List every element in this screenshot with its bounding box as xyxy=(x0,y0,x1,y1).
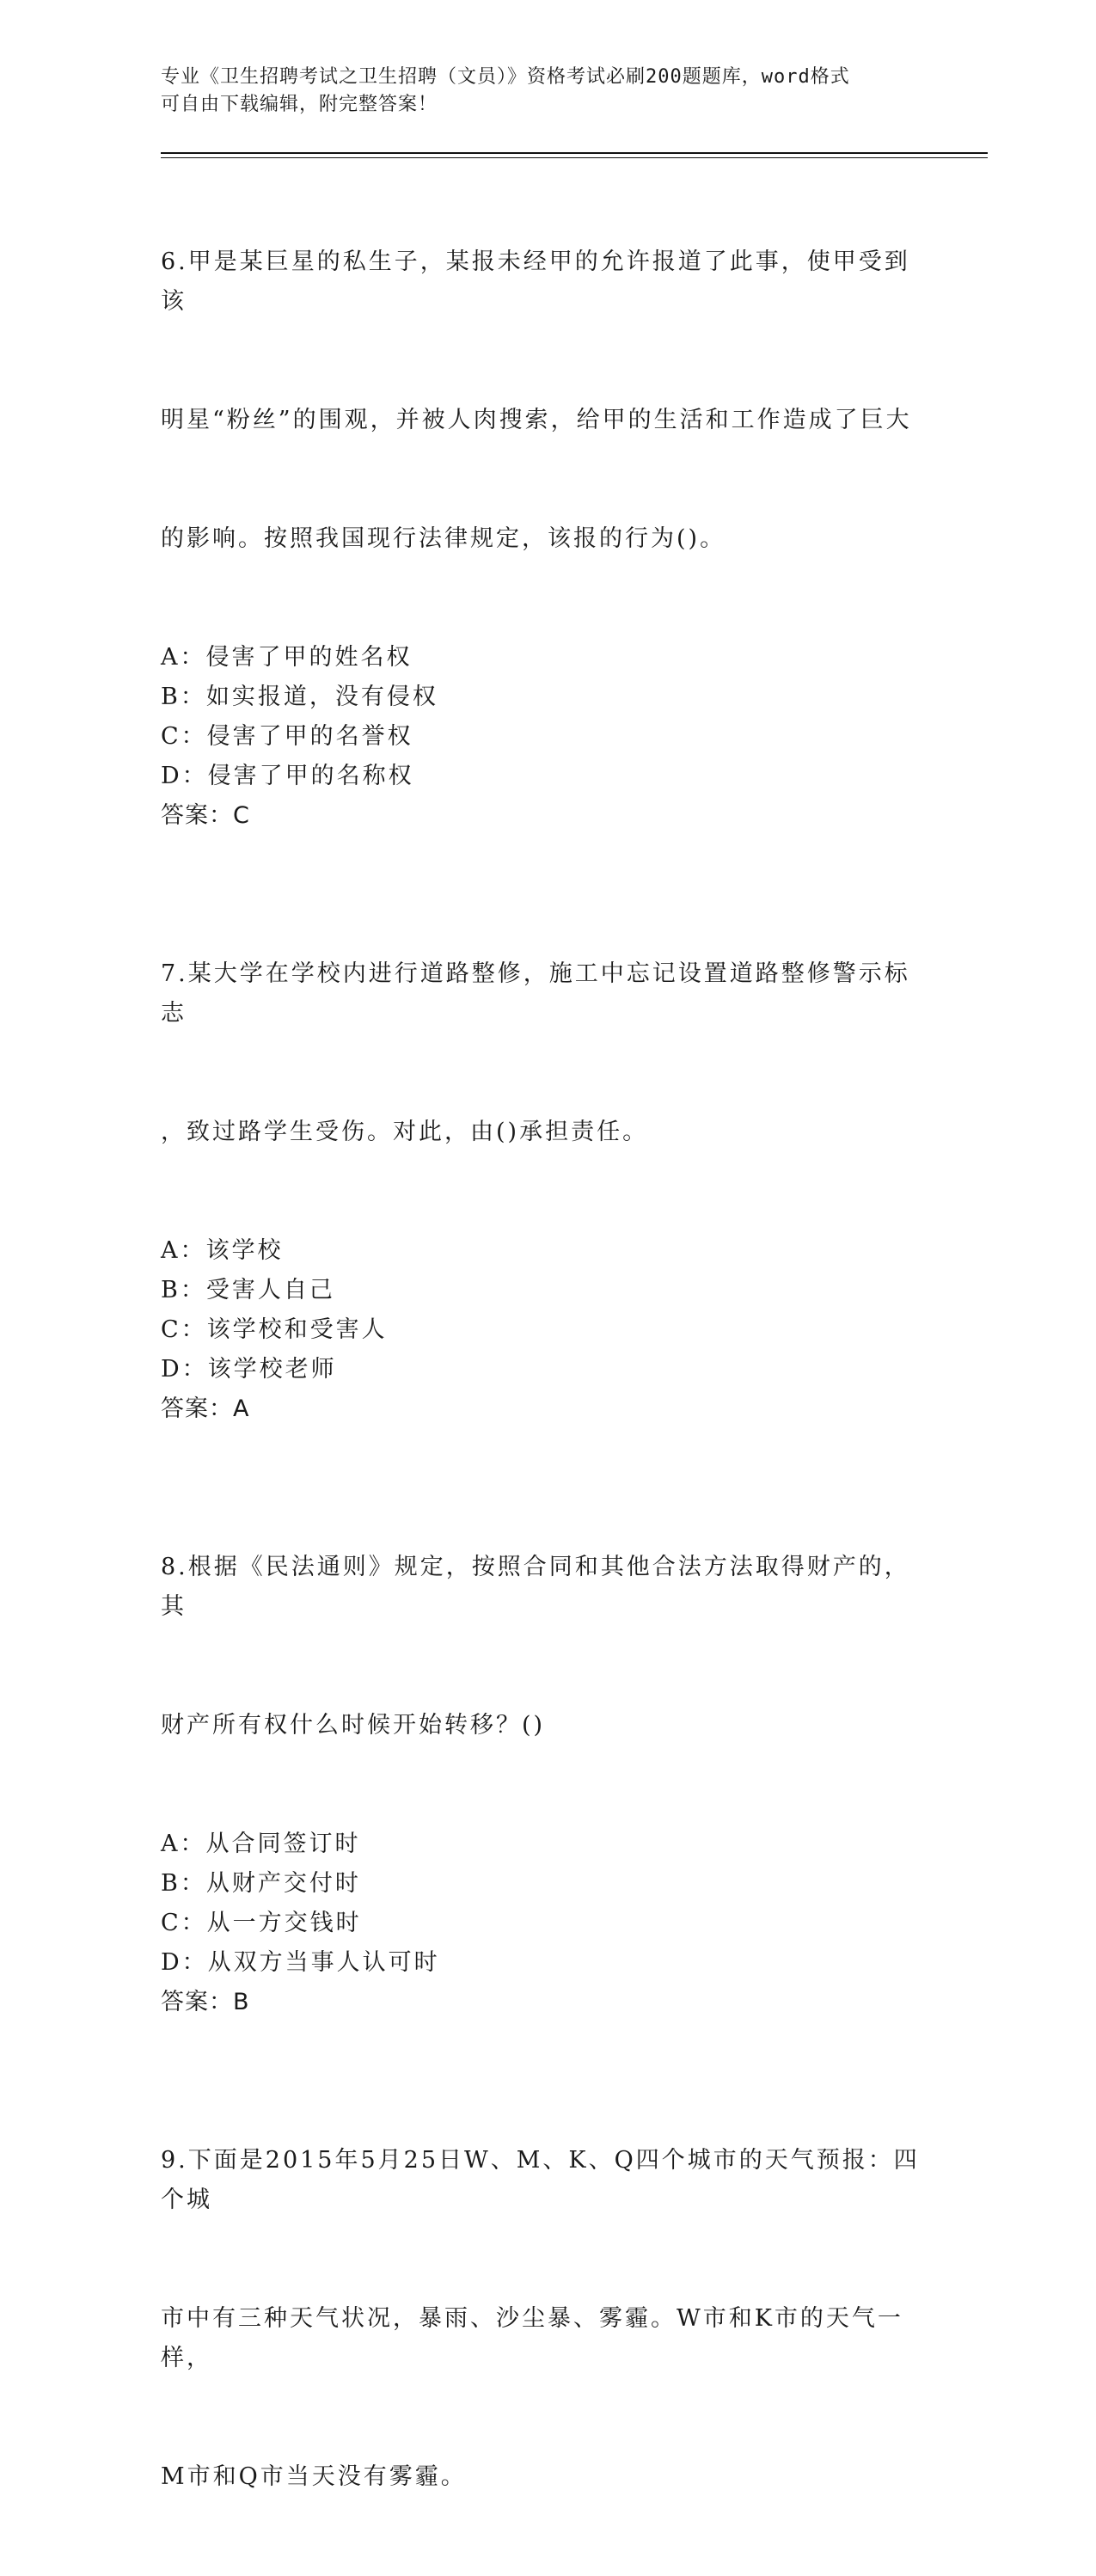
question-line: 明星“粉丝”的围观，并被人肉搜索，给甲的生活和工作造成了巨大 xyxy=(161,407,912,433)
header-divider-thick xyxy=(161,152,988,154)
question-line: M市和Q市当天没有雾霾。 xyxy=(161,2463,467,2490)
question-spacer xyxy=(161,836,934,875)
question-line: 9.下面是2015年5月25日W、M、K、Q四个城市的天气预报：四个城 xyxy=(161,2147,920,2213)
option-a: A：该学校 xyxy=(161,1237,284,1264)
question-7 xyxy=(161,875,934,1429)
option-d: D：侵害了甲的名称权 xyxy=(161,763,414,789)
option-a: A：从合同签订时 xyxy=(161,1831,361,1857)
option-c: C：该学校和受害人 xyxy=(161,1316,388,1343)
question-line: 财产所有权什么时候开始转移？() xyxy=(161,1712,546,1739)
option-c: C：侵害了甲的名誉权 xyxy=(161,723,413,750)
question-spacer xyxy=(161,2022,934,2062)
header-line-1: 专业《卫生招聘考试之卫生招聘（文员）》资格考试必刷200题题库，word格式 xyxy=(161,66,850,88)
question-text xyxy=(161,1469,934,1825)
question-line: 8.根据《民法通则》规定，按照合同和其他合法方法取得财产的，其 xyxy=(161,1554,910,1620)
question-text xyxy=(161,2062,934,2576)
question-9 xyxy=(161,2062,934,2576)
question-text xyxy=(161,875,934,1231)
header-divider-thin xyxy=(161,157,988,158)
question-8 xyxy=(161,1469,934,2022)
option-d: D：从双方当事人认可时 xyxy=(161,1949,440,1976)
question-line: ，致过路学生受伤。对此，由()承担责任。 xyxy=(161,1119,649,1145)
option-d: D：该学校老师 xyxy=(161,1356,337,1383)
answer: 答案：A xyxy=(161,1395,250,1422)
option-c: C：从一方交钱时 xyxy=(161,1910,362,1936)
question-line: 6.甲是某巨星的私生子，某报未经甲的允许报道了此事，使甲受到该 xyxy=(161,248,910,315)
option-b: B：如实报道，没有侵权 xyxy=(161,684,438,710)
option-b: B：从财产交付时 xyxy=(161,1870,361,1897)
question-text xyxy=(161,163,934,638)
question-line: 7.某大学在学校内进行道路整修，施工中忘记设置道路整修警示标志 xyxy=(161,960,910,1027)
question-list xyxy=(161,163,934,2576)
answer: 答案：C xyxy=(161,802,250,829)
document-header xyxy=(161,64,934,119)
question-line: 市中有三种天气状况，暴雨、沙尘暴、雾霾。W市和K市的天气一样， xyxy=(161,2305,903,2371)
question-6 xyxy=(161,163,934,836)
option-b: B：受害人自己 xyxy=(161,1277,335,1303)
answer: 答案：B xyxy=(161,1989,250,2015)
header-line-2: 可自由下载编辑，附完整答案！ xyxy=(161,94,438,115)
option-a: A：侵害了甲的姓名权 xyxy=(161,644,413,671)
question-spacer xyxy=(161,1429,934,1469)
question-line: 的影响。按照我国现行法律规定，该报的行为()。 xyxy=(161,525,726,552)
